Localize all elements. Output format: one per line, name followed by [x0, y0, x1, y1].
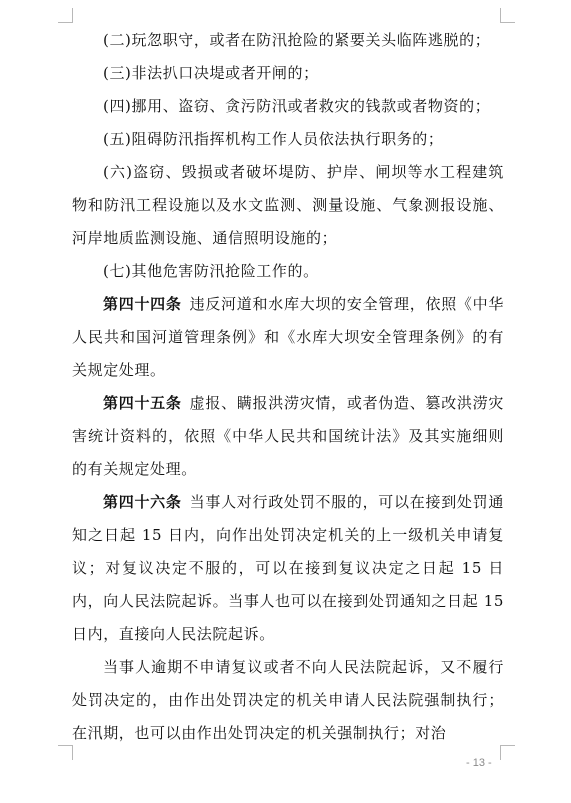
article-44 — [72, 288, 504, 387]
corner-mark-bottom-left — [58, 745, 73, 760]
article-text: 虚报、瞒报洪涝灾情，或者伪造、篡改洪涝灾害统计资料的，依照《中华人民共和国统计法》及其实施细则的有关规定处理。 — [72, 394, 504, 478]
article-number: 第四十五条 — [103, 394, 182, 412]
paragraph-item-5 — [72, 123, 504, 156]
article-number: 第四十四条 — [103, 295, 182, 313]
paragraph-text: (二)玩忽职守，或者在防汛抢险的紧要关头临阵逃脱的； — [103, 31, 491, 49]
article-46-continuation — [72, 651, 504, 750]
article-text: 当事人对行政处罚不服的，可以在接到处罚通知之日起 15 日内，向作出处罚决定机关的上一级机关申请复议；对复议决定不服的，可以在接到复议决定之日起 15 日内，向人民法院起诉。当事人也可以在接到处罚通知之日起 15 日内，直接向人民法院起诉。 — [72, 493, 504, 643]
paragraph-item-2 — [72, 24, 504, 57]
article-46 — [72, 486, 504, 651]
paragraph-item-3 — [72, 57, 504, 90]
paragraph-text: (七)其他危害防汛抢险工作的。 — [103, 262, 319, 280]
paragraph-text: (四)挪用、盗窃、贪污防汛或者救灾的钱款或者物资的； — [103, 97, 491, 115]
paragraph-item-7 — [72, 255, 504, 288]
corner-mark-top-right — [500, 8, 515, 23]
page-number: - 13 - — [466, 757, 492, 769]
article-text: 违反河道和水库大坝的安全管理，依照《中华人民共和国河道管理条例》和《水库大坝安全管理条例》的有关规定处理。 — [72, 295, 504, 379]
paragraph-item-4 — [72, 90, 504, 123]
corner-mark-top-left — [58, 8, 73, 23]
paragraph-item-6 — [72, 156, 504, 255]
paragraph-text: 当事人逾期不申请复议或者不向人民法院起诉，又不履行处罚决定的，由作出处罚决定的机关申请人民法院强制执行；在汛期，也可以由作出处罚决定的机关强制执行；对治 — [72, 658, 504, 742]
document-body — [72, 24, 504, 750]
article-45 — [72, 387, 504, 486]
paragraph-text: (五)阻碍防汛指挥机构工作人员依法执行职务的； — [103, 130, 444, 148]
paragraph-text: (六)盗窃、毁损或者破坏堤防、护岸、闸坝等水工程建筑物和防汛工程设施以及水文监测、测量设施、气象测报设施、河岸地质监测设施、通信照明设施的； — [72, 163, 504, 247]
paragraph-text: (三)非法扒口决堤或者开闸的； — [103, 64, 319, 82]
article-number: 第四十六条 — [103, 493, 182, 511]
